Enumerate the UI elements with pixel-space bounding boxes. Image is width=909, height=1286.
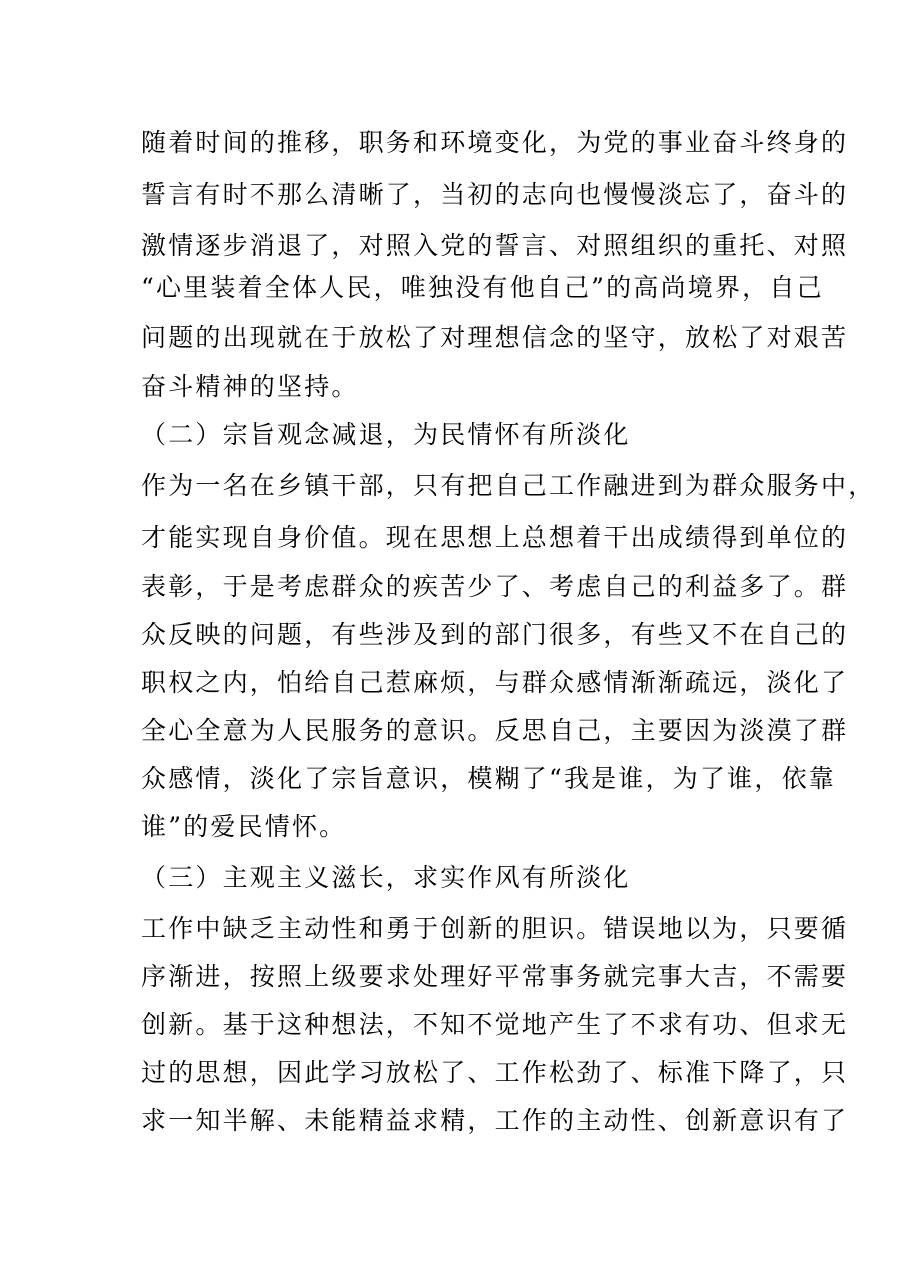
- paragraph-line: 创新。基于这种想法，不知不觉地产生了不求有功、但求无: [141, 1010, 849, 1039]
- paragraph-line: 全心全意为人民服务的意识。反思自己，主要因为淡漠了群: [141, 716, 849, 745]
- paragraph-line: 谁”的爱民情怀。: [141, 812, 347, 841]
- paragraph-line: 工作中缺乏主动性和勇于创新的胆识。错误地以为，只要循: [141, 914, 849, 943]
- paragraph-line: 问题的出现就在于放松了对理想信念的坚守，放松了对艰苦: [141, 323, 849, 352]
- paragraph-line: 众反映的问题，有些涉及到的部门很多，有些又不在自己的: [141, 620, 849, 649]
- paragraph-line: “心里装着全体人民，唯独没有他自己”的高尚境界，自己: [141, 273, 824, 302]
- paragraph-line: 激情逐步消退了，对照入党的誓言、对照组织的重托、对照: [141, 231, 849, 260]
- paragraph-line: 随着时间的推移，职务和环境变化，为党的事业奋斗终身的: [141, 128, 849, 157]
- paragraph-line: 才能实现自身价值。现在思想上总想着干出成绩得到单位的: [141, 523, 849, 552]
- section-heading: （二）宗旨观念减退，为民情怀有所淡化: [141, 420, 631, 449]
- paragraph-line: 求一知半解、未能精益求精，工作的主动性、创新意识有了: [141, 1106, 849, 1135]
- paragraph-line: 过的思想，因此学习放松了、工作松劲了、标准下降了，只: [141, 1058, 849, 1087]
- paragraph-line: 奋斗精神的坚持。: [141, 372, 359, 401]
- paragraph-line: 表彰，于是考虑群众的疾苦少了、考虑自己的利益多了。群: [141, 572, 849, 601]
- paragraph-line: 誓言有时不那么清晰了，当初的志向也慢慢淡忘了，奋斗的: [141, 180, 849, 209]
- section-heading: （三）主观主义滋长，求实作风有所淡化: [141, 863, 631, 892]
- paragraph-line: 众感情，淡化了宗旨意识，模糊了“我是谁，为了谁，依靠: [141, 764, 836, 793]
- paragraph-line: 作为一名在乡镇干部，只有把自己工作融进到为群众服务中，: [141, 471, 876, 500]
- paragraph-line: 序渐进，按照上级要求处理好平常事务就完事大吉，不需要: [141, 962, 849, 991]
- paragraph-line: 职权之内，怕给自己惹麻烦，与群众感情渐渐疏远，淡化了: [141, 668, 849, 697]
